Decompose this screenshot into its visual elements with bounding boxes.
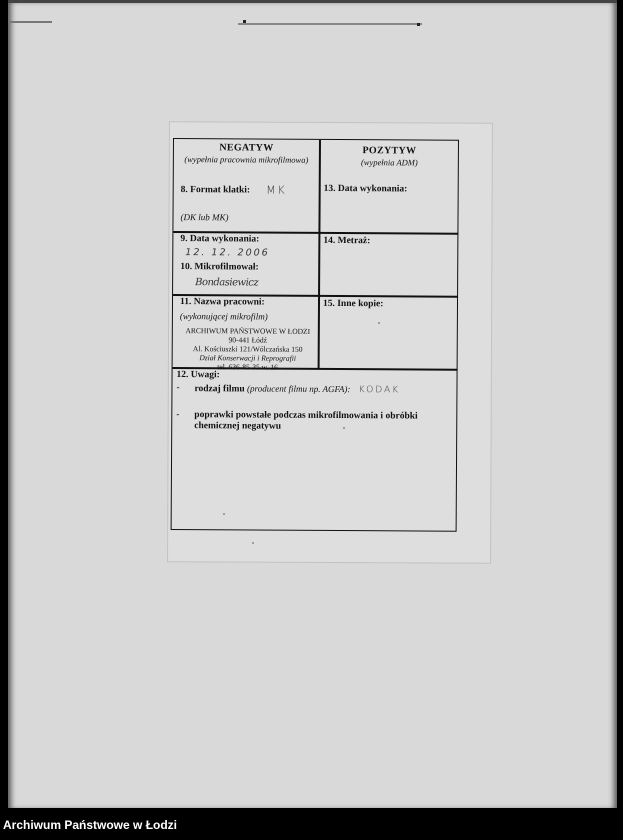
nazwa-pracowni-hint: (wykonującej mikrofilm) <box>179 311 268 322</box>
stamp-line-address: Al. Kościuszki 121/Wólczańska 150 <box>192 344 303 354</box>
negatyw-title: NEGATYW <box>219 142 274 154</box>
speck <box>243 20 246 23</box>
stamp-line-name: ARCHIWUM PAŃSTWOWE W ŁODZI <box>185 326 311 336</box>
speck <box>417 23 420 26</box>
bullet-marker: - <box>176 410 180 421</box>
format-klatki-label: 8. Format klatki: <box>180 184 251 195</box>
corrections-label: poprawki powstałe podczas mikrofilmowania i obróbki chemicznej negatywu <box>194 410 418 432</box>
pozytyw-header <box>320 145 459 168</box>
nazwa-pracowni-label: 11. Nazwa pracowni: <box>179 297 265 308</box>
pozytyw-title: POZYTYW <box>362 145 417 157</box>
bullet-marker: - <box>176 383 180 394</box>
uwagi-item-corrections <box>176 410 452 434</box>
uwagi-section <box>176 370 452 434</box>
format-klatki-value[interactable]: MK <box>266 183 287 197</box>
stamp-line-postcode: 90-441 Łódź <box>228 335 268 345</box>
format-klatki-hint: (DK lub MK) <box>180 212 229 223</box>
uwagi-label: 12. Uwagi: <box>176 370 220 381</box>
mikrofilmowal-label: 10. Mikrofilmował: <box>180 262 259 273</box>
inne-kopie-label: 15. Inne kopie: <box>322 298 384 310</box>
speck <box>252 542 254 544</box>
data-wykonania-label: 9. Data wykonania: <box>180 234 260 245</box>
film-edge-mark <box>238 23 422 25</box>
stamp-line-phone: tel. 636-85-35 w. 16 <box>217 362 278 372</box>
microfilm-record-form <box>171 138 459 532</box>
archive-stamp <box>177 326 319 372</box>
speck <box>378 322 380 324</box>
film-type-hint: (producent filmu np. AGFA): <box>247 383 351 395</box>
pozytyw-data-wykonania-label: 13. Data wykonania: <box>323 183 408 195</box>
film-type-value[interactable]: KODAK <box>358 385 401 396</box>
metraz-label: 14. Metraż: <box>323 235 371 247</box>
speck <box>223 513 225 515</box>
negatyw-header <box>174 142 319 165</box>
archive-name: Archiwum Państwowe w Łodzi <box>3 818 178 832</box>
footer-bar <box>0 808 623 840</box>
negatyw-subtitle: (wypełnia pracownia mikrofilmowa) <box>184 154 309 165</box>
data-wykonania-value[interactable]: 12. 12. 2006 <box>185 247 270 259</box>
film-edge-mark <box>8 21 52 23</box>
mikrofilmowal-signature[interactable]: Bondasiewicz <box>195 277 259 289</box>
film-type-label: rodzaj filmu <box>194 384 245 395</box>
uwagi-item-film-type <box>176 383 452 396</box>
speck <box>343 427 345 429</box>
stamp-line-department: Dział Konserwacji i Reprografii <box>199 353 296 363</box>
field-format-klatki <box>181 183 319 197</box>
pozytyw-subtitle: (wypełnia ADM) <box>360 157 418 168</box>
